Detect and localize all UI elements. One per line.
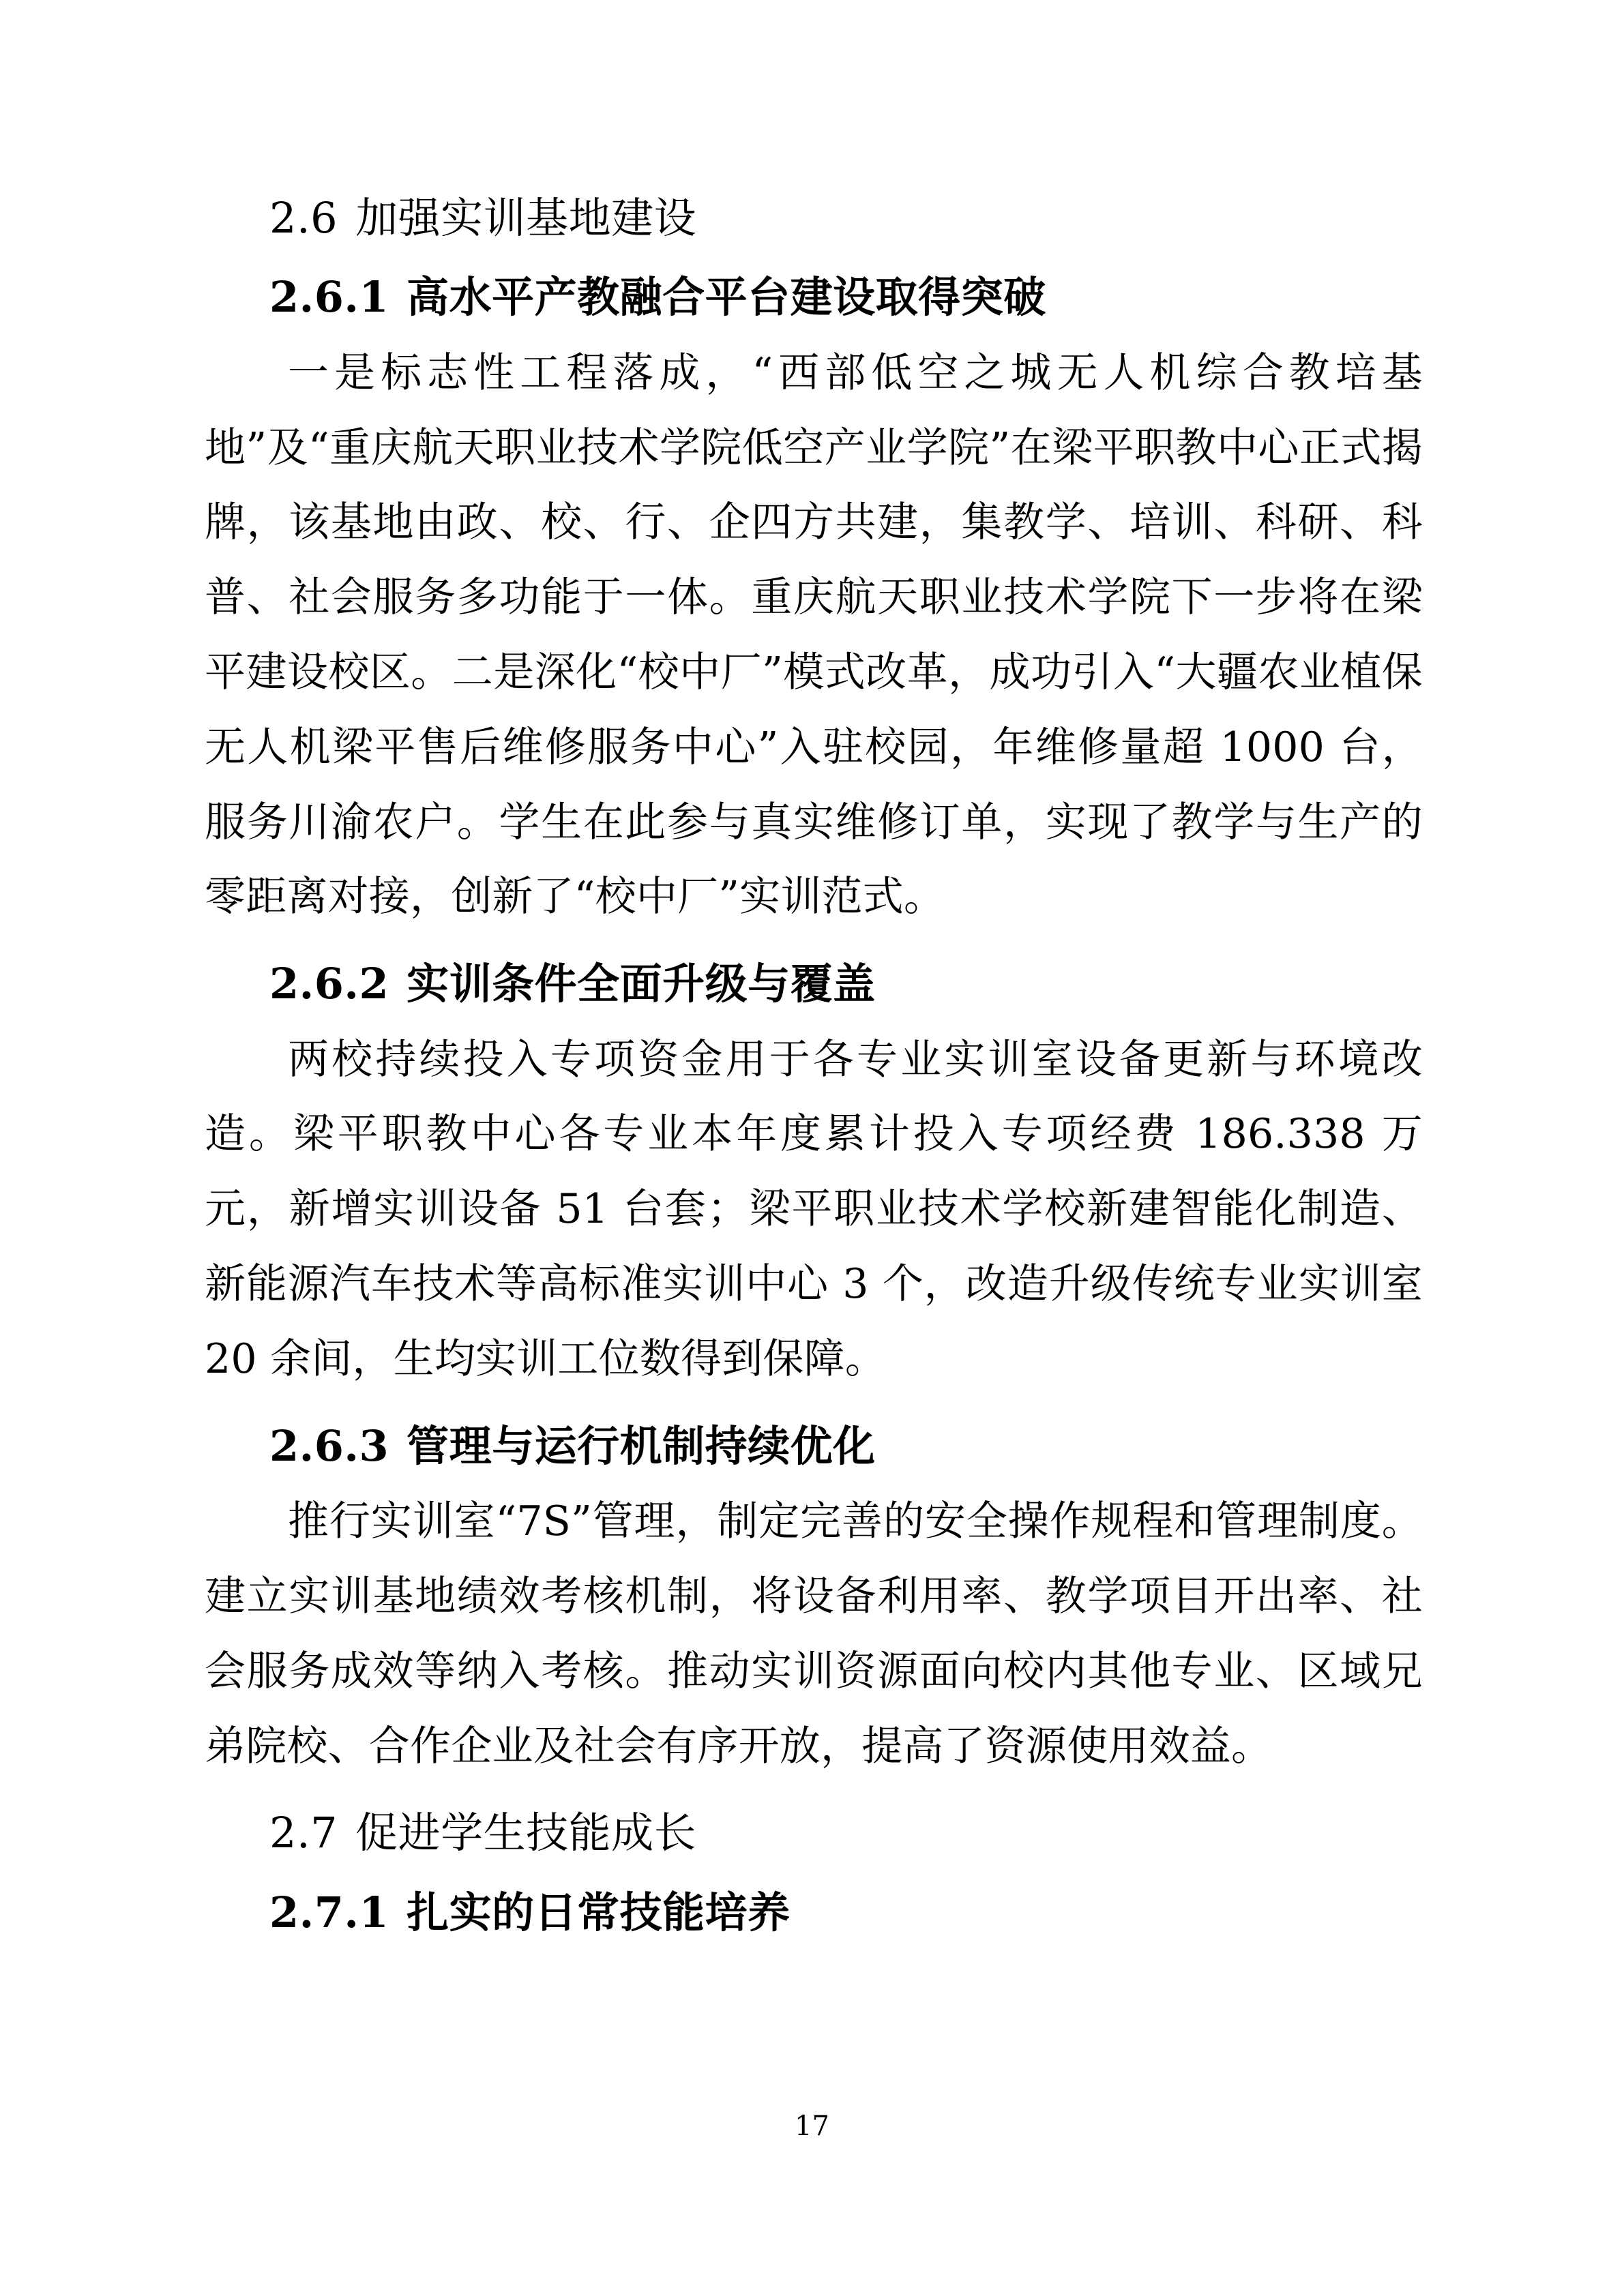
heading-2-6-1-title: 高水平产教融合平台建设取得突破	[407, 272, 1046, 323]
page-content	[205, 184, 1423, 1951]
spacer	[205, 256, 1423, 263]
spacer	[205, 1872, 1423, 1879]
heading-2-7	[205, 1799, 1423, 1867]
heading-2-7-number: 2.7	[269, 1808, 338, 1858]
page-number: 17	[795, 2111, 829, 2142]
paragraph-2-6-2: 两校持续投入专项资金用于各专业实训室设备更新与环境改造。梁平职教中心各专业本年度累计投入专项经费 186.338 万元，新增实训设备 51 台套；梁平职业技术学校新建智能化制造、新能源汽车技术等高标准实训中心 3 个，改造升级传统专业实训室 20 余间，生均实训工位数得到保障。	[205, 1035, 1423, 1383]
heading-2-6-title: 加强实训基地建设	[355, 193, 697, 243]
heading-2-7-1	[205, 1879, 1423, 1947]
heading-2-6-2-number: 2.6.2	[269, 959, 389, 1009]
heading-2-7-1-title: 扎实的日常技能培养	[407, 1887, 791, 1937]
heading-2-6-1	[205, 263, 1423, 331]
heading-2-7-1-number: 2.7.1	[269, 1887, 389, 1937]
heading-2-6-3	[205, 1412, 1423, 1480]
spacer	[205, 938, 1423, 950]
heading-2-6-1-number: 2.6.1	[269, 272, 389, 323]
paragraph-2-6-1: 一是标志性工程落成，“西部低空之城无人机综合教培基地”及“重庆航天职业技术学院低空产业学院”在梁平职教中心正式揭牌，该基地由政、校、行、企四方共建，集教学、培训、科研、科普、社会服务多功能于一体。重庆航天职业技术学院下一步将在梁平建设校区。二是深化“校中厂”模式改革，成功引入“大疆农业植保无人机梁平售后维修服务中心”入驻校园，年维修量超 1000 台，服务川渝农户。学生在此参与真实维修订单，实现了教学与生产的零距离对接，创新了“校中厂”实训范式。	[205, 348, 1423, 921]
paragraph-2-6-3: 推行实训室“7S”管理，制定完善的安全操作规程和管理制度。建立实训基地绩效考核机制，将设备利用率、教学项目开出率、社会服务成效等纳入考核。推动实训资源面向校内其他专业、区域兄弟院校、合作企业及社会有序开放，提高了资源使用效益。	[205, 1497, 1423, 1770]
heading-2-7-title: 促进学生技能成长	[355, 1808, 697, 1858]
heading-2-6	[205, 184, 1423, 252]
heading-2-6-3-number: 2.6.3	[269, 1420, 389, 1471]
spacer	[205, 1787, 1423, 1799]
spacer	[205, 1400, 1423, 1412]
heading-2-6-2-title: 实训条件全面升级与覆盖	[407, 959, 876, 1009]
heading-2-6-number: 2.6	[269, 193, 338, 243]
heading-2-6-3-title: 管理与运行机制持续优化	[407, 1420, 876, 1471]
heading-2-6-2	[205, 950, 1423, 1018]
